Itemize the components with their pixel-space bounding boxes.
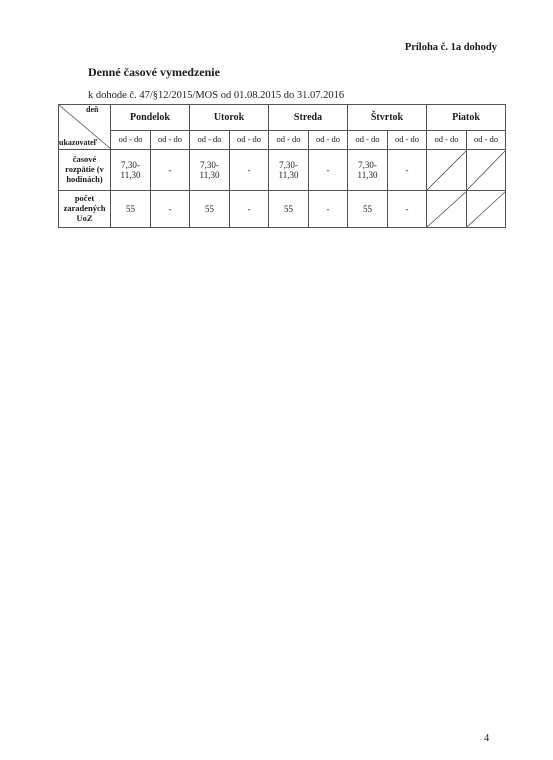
row-label-line: rozpätie (v	[65, 164, 104, 175]
row-label-line: počet	[74, 193, 95, 204]
row-label-line: časové	[72, 154, 97, 165]
sub-header-from-to: od - do	[269, 131, 309, 150]
crossed-out-mark	[467, 150, 506, 190]
cell-value: 7,30-	[200, 159, 219, 170]
sub-header-from-to: od - do	[309, 131, 348, 150]
cell-tuesday-count-to: -	[230, 191, 269, 228]
cell-wednesday-from	[269, 150, 309, 191]
cell-value: 7,30-	[121, 159, 140, 170]
sub-header-from-to: od - do	[151, 131, 190, 150]
cell-thursday-from	[348, 150, 388, 191]
cell-value: 11,30	[120, 170, 141, 180]
document-title: Denné časové vymedzenie	[88, 65, 220, 79]
row-label-line: UoZ	[76, 212, 93, 223]
cell-friday-count	[427, 191, 467, 228]
cell-thursday-to	[388, 150, 427, 191]
row-label-line: zaradených	[63, 203, 106, 214]
cell-tuesday-count: 55	[190, 191, 230, 228]
cell-friday-to	[467, 150, 506, 191]
cell-friday-from	[427, 150, 467, 191]
annex-label: Príloha č. 1a dohody	[404, 42, 497, 53]
cell-monday-to	[151, 150, 190, 191]
cell-monday-from	[111, 150, 151, 191]
cell-value: 11,30	[357, 170, 378, 180]
day-header-wednesday: Streda	[269, 105, 348, 131]
crossed-out-mark	[427, 191, 467, 227]
table-row-enrolled-count	[59, 191, 506, 228]
cell-monday-count-to: -	[151, 191, 190, 228]
cell-value: 7,30-	[358, 159, 377, 170]
corner-day-label: deň	[86, 105, 99, 114]
corner-indicator-label: ukazovateľ	[59, 137, 98, 147]
cell-value: 7,30-	[279, 159, 298, 170]
row-label-enrolled-count	[59, 191, 111, 228]
cell-thursday-count-to: -	[388, 191, 427, 228]
sub-header-from-to: od - do	[388, 131, 427, 150]
day-header-friday: Piatok	[427, 105, 506, 131]
cell-value: -	[326, 164, 330, 175]
corner-header-cell	[59, 105, 111, 150]
cell-value: 11,30	[278, 170, 299, 180]
page-number: 4	[484, 733, 490, 744]
sub-header-from-to: od - do	[230, 131, 269, 150]
cell-wednesday-count-to: -	[309, 191, 348, 228]
crossed-out-mark	[427, 150, 467, 190]
day-header-tuesday: Utorok	[190, 105, 269, 131]
crossed-out-mark	[467, 191, 506, 227]
sub-header-from-to: od - do	[427, 131, 467, 150]
cell-wednesday-to	[309, 150, 348, 191]
cell-value: -	[168, 164, 172, 175]
cell-tuesday-from	[190, 150, 230, 191]
cell-value: -	[405, 164, 409, 175]
cell-wednesday-count: 55	[269, 191, 309, 228]
row-label-time-range	[59, 150, 111, 191]
cell-tuesday-to	[230, 150, 269, 191]
sub-header-from-to: od - do	[467, 131, 506, 150]
row-label-line: hodinách)	[66, 173, 103, 184]
cell-thursday-count: 55	[348, 191, 388, 228]
agreement-reference: k dohode č. 47/§12/2015/MOS od 01.08.2015 do 31.07.2016	[88, 90, 345, 101]
sub-header-from-to: od - do	[111, 131, 151, 150]
day-header-monday: Pondelok	[111, 105, 190, 131]
day-header-thursday: Štvrtok	[348, 105, 427, 131]
cell-value: 11,30	[199, 170, 220, 180]
cell-monday-count: 55	[111, 191, 151, 228]
cell-value: -	[247, 164, 251, 175]
table-row-time-range	[59, 150, 506, 191]
schedule-table	[58, 104, 506, 228]
sub-header-from-to: od - do	[190, 131, 230, 150]
sub-header-from-to: od - do	[348, 131, 388, 150]
cell-friday-count-to	[467, 191, 506, 228]
